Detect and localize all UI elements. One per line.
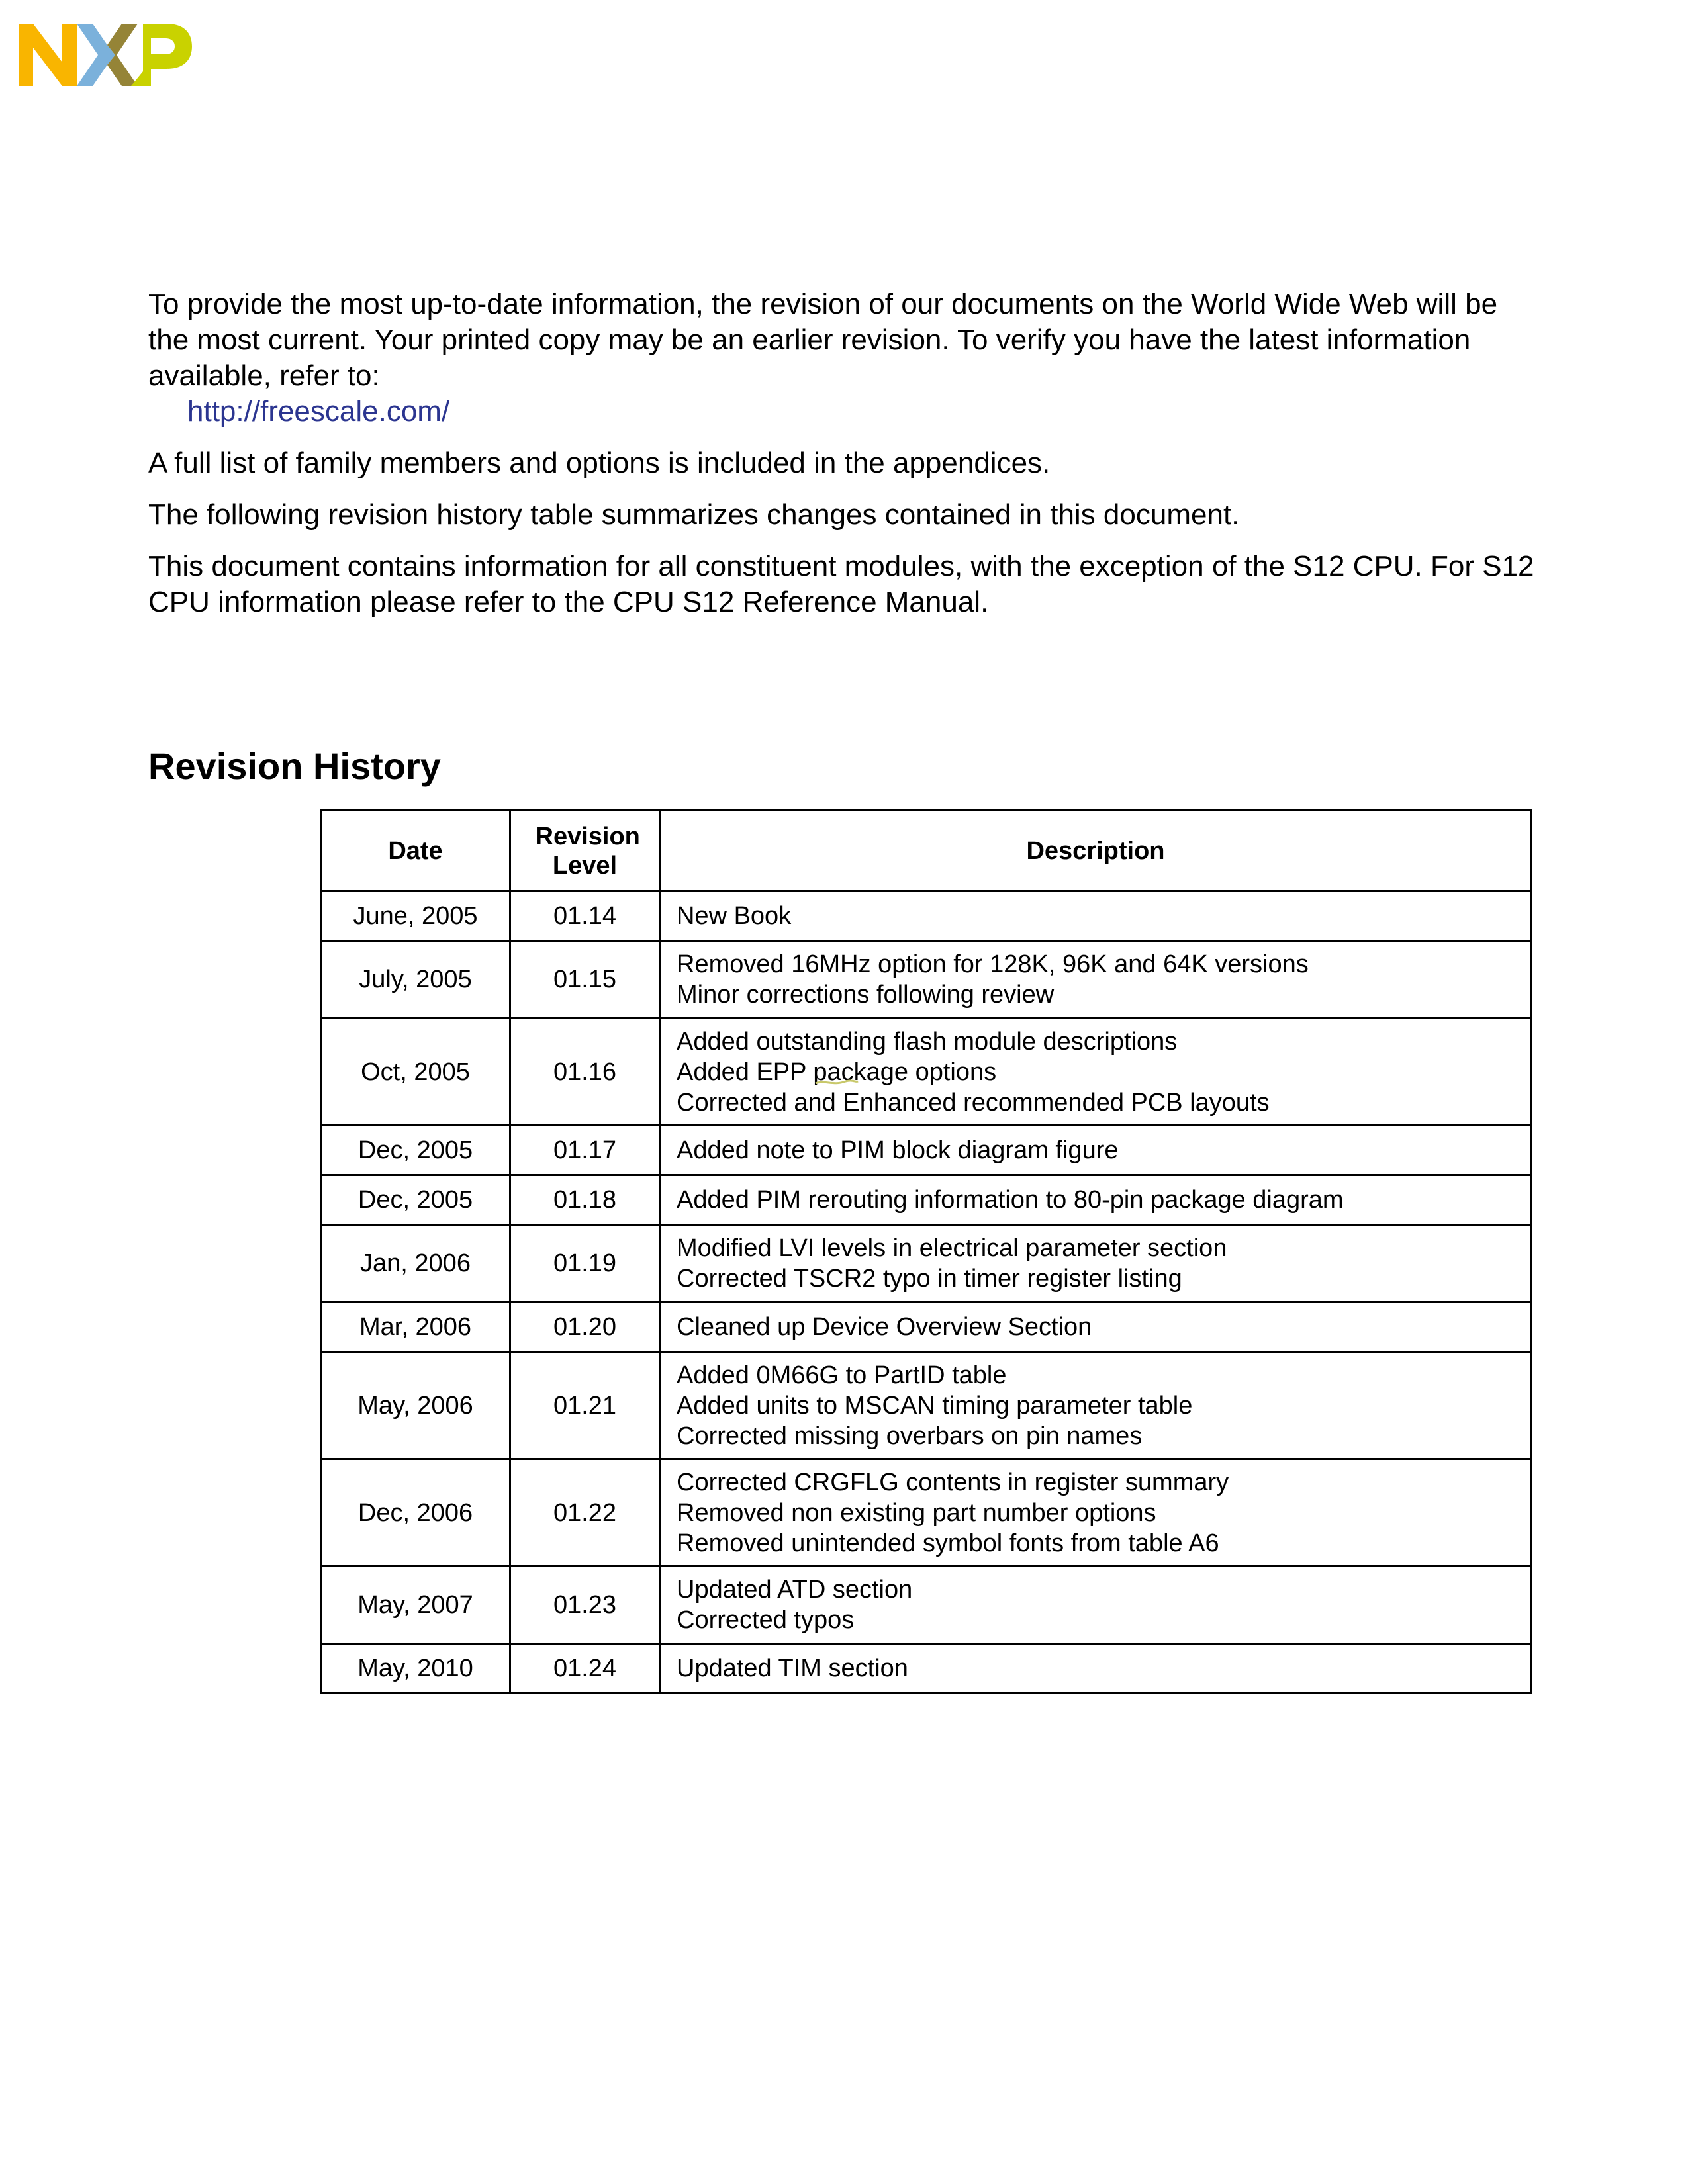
- cell-date: Dec, 2006: [321, 1459, 510, 1567]
- table-row: [321, 891, 1532, 941]
- cell-revision-level: 01.24: [510, 1644, 660, 1694]
- description-line: Added note to PIM block diagram figure: [677, 1136, 1119, 1164]
- cell-description: [660, 891, 1532, 941]
- table-row: [321, 1126, 1532, 1175]
- description-line: Updated ATD section: [677, 1576, 913, 1604]
- table-row: [321, 1352, 1532, 1459]
- intro-paragraph-revision: The following revision history table summarizes changes contained in this document.: [148, 498, 1240, 531]
- cell-description: [660, 1302, 1532, 1352]
- cell-description: [660, 1352, 1532, 1459]
- table-header-row: [321, 811, 1532, 891]
- description-line: Corrected and Enhanced recommended PCB layouts: [677, 1088, 1270, 1116]
- description-line: Corrected missing overbars on pin names: [677, 1422, 1143, 1450]
- header-revision-level: [510, 811, 660, 891]
- cell-description: [660, 1225, 1532, 1302]
- cell-date: Dec, 2005: [321, 1126, 510, 1175]
- cell-description: [660, 1459, 1532, 1567]
- cell-date: May, 2007: [321, 1567, 510, 1644]
- cell-revision-level: 01.20: [510, 1302, 660, 1352]
- cell-description: [660, 1644, 1532, 1694]
- cell-revision-level: 01.22: [510, 1459, 660, 1567]
- description-line: Added 0M66G to PartID table: [677, 1361, 1007, 1389]
- cell-revision-level: 01.23: [510, 1567, 660, 1644]
- description-line: Removed non existing part number options: [677, 1498, 1156, 1527]
- header-revision-level-text: Revision Level: [535, 822, 640, 880]
- description-line: Removed 16MHz option for 128K, 96K and 64K versions: [677, 950, 1309, 978]
- table-row: [321, 1019, 1532, 1126]
- description-line: Added outstanding flash module descriptions: [677, 1027, 1178, 1056]
- cell-description: [660, 1567, 1532, 1644]
- freescale-link[interactable]: http://freescale.com/: [187, 395, 450, 428]
- logo-p-shape: [131, 24, 192, 86]
- revision-rows: [321, 891, 1532, 1694]
- description-line: Minor corrections following review: [677, 981, 1055, 1009]
- cell-date: Jan, 2006: [321, 1225, 510, 1302]
- cell-revision-level: 01.19: [510, 1225, 660, 1302]
- cell-revision-level: 01.17: [510, 1126, 660, 1175]
- description-line: Added EPP package options: [677, 1058, 997, 1086]
- cell-revision-level: 01.16: [510, 1019, 660, 1126]
- description-line: Corrected CRGFLG contents in register summary: [677, 1468, 1229, 1496]
- description-line: New Book: [677, 902, 792, 930]
- logo-n-shape: [19, 24, 77, 86]
- description-line: Added PIM rerouting information to 80-pin package diagram: [677, 1186, 1344, 1214]
- table-row: [321, 1175, 1532, 1225]
- table-row: [321, 941, 1532, 1019]
- revision-history-table: [320, 809, 1532, 1694]
- description-line: Modified LVI levels in electrical parameter section: [677, 1234, 1227, 1262]
- description-line: Added units to MSCAN timing parameter table: [677, 1391, 1193, 1420]
- cell-date: May, 2006: [321, 1352, 510, 1459]
- intro-paragraph-modules: This document contains information for all constituent modules, with the exception of the S12 CPU. For S12 CPU information please refer to the CPU S12 Reference Manual.: [148, 550, 1534, 618]
- cell-date: July, 2005: [321, 941, 510, 1019]
- description-line: Corrected TSCR2 typo in timer register listing: [677, 1265, 1182, 1293]
- cell-date: May, 2010: [321, 1644, 510, 1694]
- cell-description: [660, 1019, 1532, 1126]
- logo-x-left-shape: [77, 24, 115, 86]
- intro-paragraph-web: To provide the most up-to-date information, the revision of our documents on the World Wide Web will be the most current. Your printed copy may be an earlier revision. To verify you have the latest information available, refer to:: [148, 288, 1498, 392]
- cell-revision-level: 01.14: [510, 891, 660, 941]
- cell-description: [660, 941, 1532, 1019]
- table-row: [321, 1302, 1532, 1352]
- table-row: [321, 1459, 1532, 1567]
- cell-description: [660, 1175, 1532, 1225]
- intro-paragraph-family: A full list of family members and options is included in the appendices.: [148, 447, 1051, 479]
- nxp-logo: [19, 23, 192, 87]
- cell-date: Oct, 2005: [321, 1019, 510, 1126]
- cell-revision-level: 01.18: [510, 1175, 660, 1225]
- description-line: Cleaned up Device Overview Section: [677, 1313, 1092, 1341]
- nxp-logo-graphic: [19, 23, 192, 87]
- description-line: Updated TIM section: [677, 1655, 908, 1682]
- description-line: Corrected typos: [677, 1606, 855, 1634]
- cell-date: June, 2005: [321, 891, 510, 941]
- table-row: [321, 1644, 1532, 1694]
- table-row: [321, 1225, 1532, 1302]
- intro-section: [148, 287, 1538, 620]
- table-row: [321, 1567, 1532, 1644]
- header-description: Description: [660, 811, 1532, 891]
- cell-date: Dec, 2005: [321, 1175, 510, 1225]
- cell-revision-level: 01.15: [510, 941, 660, 1019]
- cell-revision-level: 01.21: [510, 1352, 660, 1459]
- description-line: Removed unintended symbol fonts from table A6: [677, 1529, 1219, 1557]
- header-date: Date: [321, 811, 510, 891]
- revision-history-title: Revision History: [148, 745, 441, 787]
- cell-description: [660, 1126, 1532, 1175]
- cell-date: Mar, 2006: [321, 1302, 510, 1352]
